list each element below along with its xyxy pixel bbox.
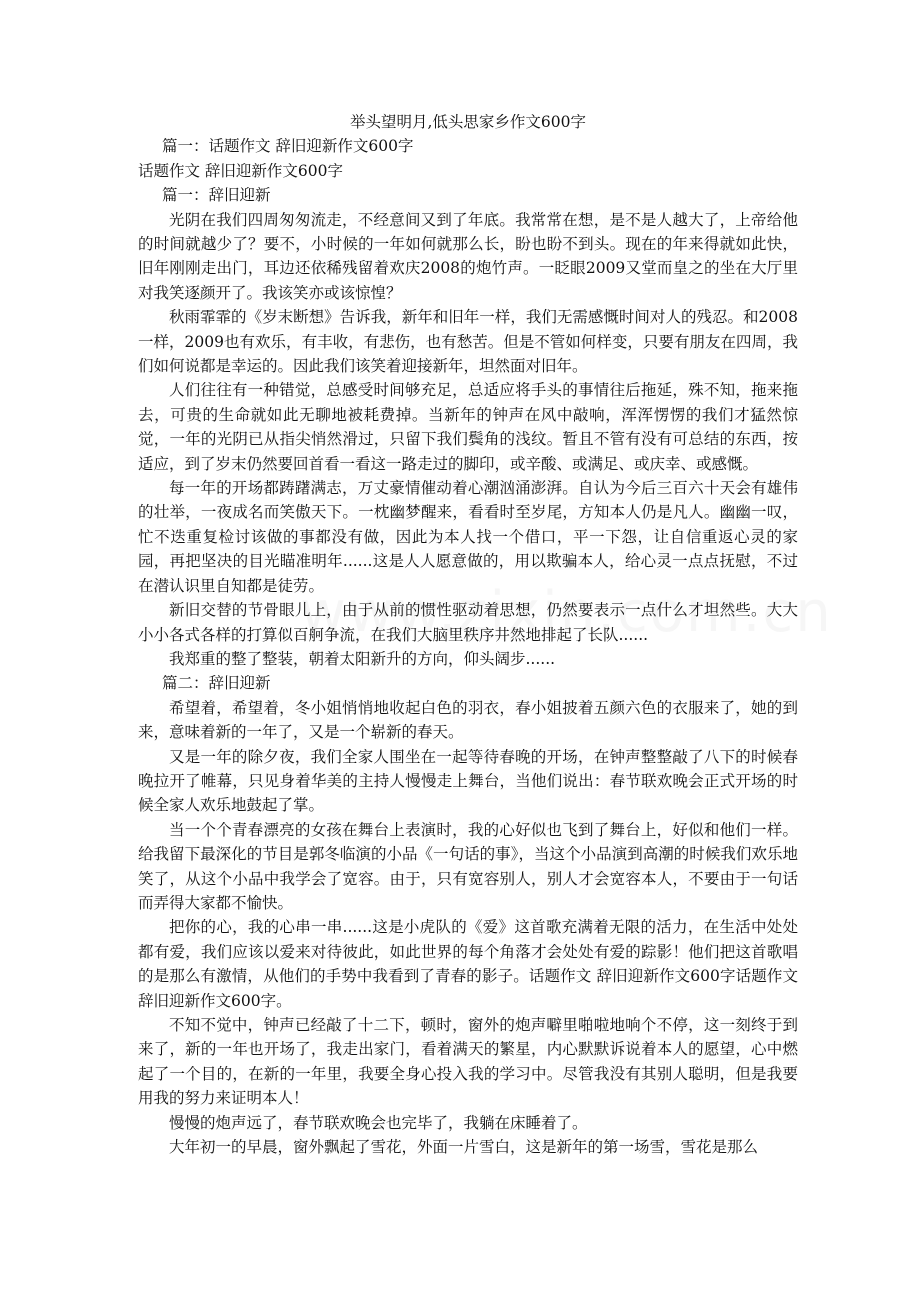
document-page xyxy=(138,110,798,1159)
paragraph: 大年初一的早晨，窗外飘起了雪花，外面一片雪白，这是新年的第一场雪，雪花是那么 xyxy=(169,1138,759,1157)
paragraph: 每一年的开场都踌躇满志，万丈豪情催动着心潮汹涌澎湃。自认为今后三百六十天会有雄伟的壮举，一夜成名而笑傲天下。一枕幽梦醒来，看看时至岁尾，方知本人仍是凡人。幽幽一叹，忙不迭重复检讨该做的事都没有做，因此为本人找一个借口，平一下怨，让自信重返心灵的家园，再把坚决的目光瞄准明年......这是人人愿意做的，用以欺骗本人，给心灵一点点抚慰，不过在潜认识里自知都是徒劳。 xyxy=(138,479,798,595)
paragraph: 我郑重的整了整装，朝着太阳新升的方向，仰头阔步...... xyxy=(169,649,556,668)
section-heading-1: 篇一：话题作文 辞旧迎新作文600字 xyxy=(162,137,414,156)
paragraph: 慢慢的炮声远了，春节联欢晚会也完毕了，我躺在床睡着了。 xyxy=(169,1113,588,1132)
paragraph: 又是一年的除夕夜，我们全家人围坐在一起等待春晚的开场，在钟声整整敲了八下的时候春晚拉开了帷幕，只见身着华美的主持人慢慢走上舞台，当他们说出：春节联欢晚会正式开场的时候全家人欢乐地鼓起了掌。 xyxy=(138,747,798,815)
section-heading-2: 篇二：辞旧迎新 xyxy=(162,674,271,693)
paragraph: 秋雨霏霏的《岁末断想》告诉我，新年和旧年一样，我们无需感慨时间对人的残忍。和2008一样，2009也有欢乐，有丰收，有悲伤，也有愁苦。但是不管如何样变，只要有朋友在四周，我们如何说都是幸运的。因此我们该笑着迎接新年，坦然面对旧年。 xyxy=(138,308,798,376)
paragraph: 希望着，希望着，冬小姐悄悄地收起白色的羽衣，春小姐披着五颜六色的衣服来了，她的到来，意味着新的一年了，又是一个崭新的春天。 xyxy=(138,698,798,742)
paragraph: 光阴在我们四周匆匆流走，不经意间又到了年底。我常常在想，是不是人越大了，上帝给他的时间就越少了？要不，小时候的一年如何就那么长，盼也盼不到头。现在的年来得就如此快，旧年刚刚走出门，耳边还依稀残留着欢庆2008的炮竹声。一眨眼2009又堂而皇之的坐在大厅里对我笑逐颜开了。我该笑亦或该惊惶？ xyxy=(138,210,798,302)
paragraph: 把你的心，我的心串一串......这是小虎队的《爱》这首歌充满着无限的活力，在生活中处处都有爱，我们应该以爱来对待彼此，如此世界的每个角落才会处处有爱的踪影！他们把这首歌唱的是那么有激情，从他们的手势中我看到了青春的影子。话题作文 辞旧迎新作文600字话题作文 辞旧迎新作文600字。 xyxy=(138,918,798,1010)
paragraph: 当一个个青春漂亮的女孩在舞台上表演时，我的心好似也飞到了舞台上，好似和他们一样。给我留下最深化的节目是郭冬临演的小品《一句话的事》，当这个小品演到高潮的时候我们欢乐地笑了，从这个小品中我学会了宽容。由于，只有宽容别人，别人才会宽容本人，不要由于一句话而弄得大家都不愉快。 xyxy=(138,820,798,912)
subtitle-line: 话题作文 辞旧迎新作文600字 xyxy=(138,161,344,180)
paragraph: 新旧交替的节骨眼儿上，由于从前的惯性驱动着思想，仍然要表示一点什么才坦然些。大大小小各式各样的打算似百舸争流，在我们大脑里秩序井然地排起了长队...... xyxy=(138,601,798,644)
paragraph: 人们往往有一种错觉，总感受时间够充足，总适应将手头的事情往后拖延，殊不知，拖来拖去，可贵的生命就如此无聊地被耗费掉。当新年的钟声在风中敲响，浑浑愣愣的我们才猛然惊觉，一年的光阴已从指尖悄然滑过，只留下我们鬓角的浅纹。暂且不管有没有可总结的东西，按适应，到了岁末仍然要回首看一看这一路走过的脚印，或辛酸、或满足、或庆幸、或感慨。 xyxy=(138,381,798,473)
document-title: 举头望明月,低头思家乡作文600字 xyxy=(349,113,586,131)
paragraph: 不知不觉中，钟声已经敲了十二下，顿时，窗外的炮声噼里啪啦地响个不停，这一刻终于到来了，新的一年也开场了，我走出家门，看着满天的繁星，内心默默诉说着本人的愿望，心中燃起了一个目的，在新的一年里，我要全身心投入我的学习中。尽管我没有其别人聪明，但是我要用我的努力来证明本人！ xyxy=(138,1016,798,1108)
subsection-heading: 篇一：辞旧迎新 xyxy=(162,186,271,205)
